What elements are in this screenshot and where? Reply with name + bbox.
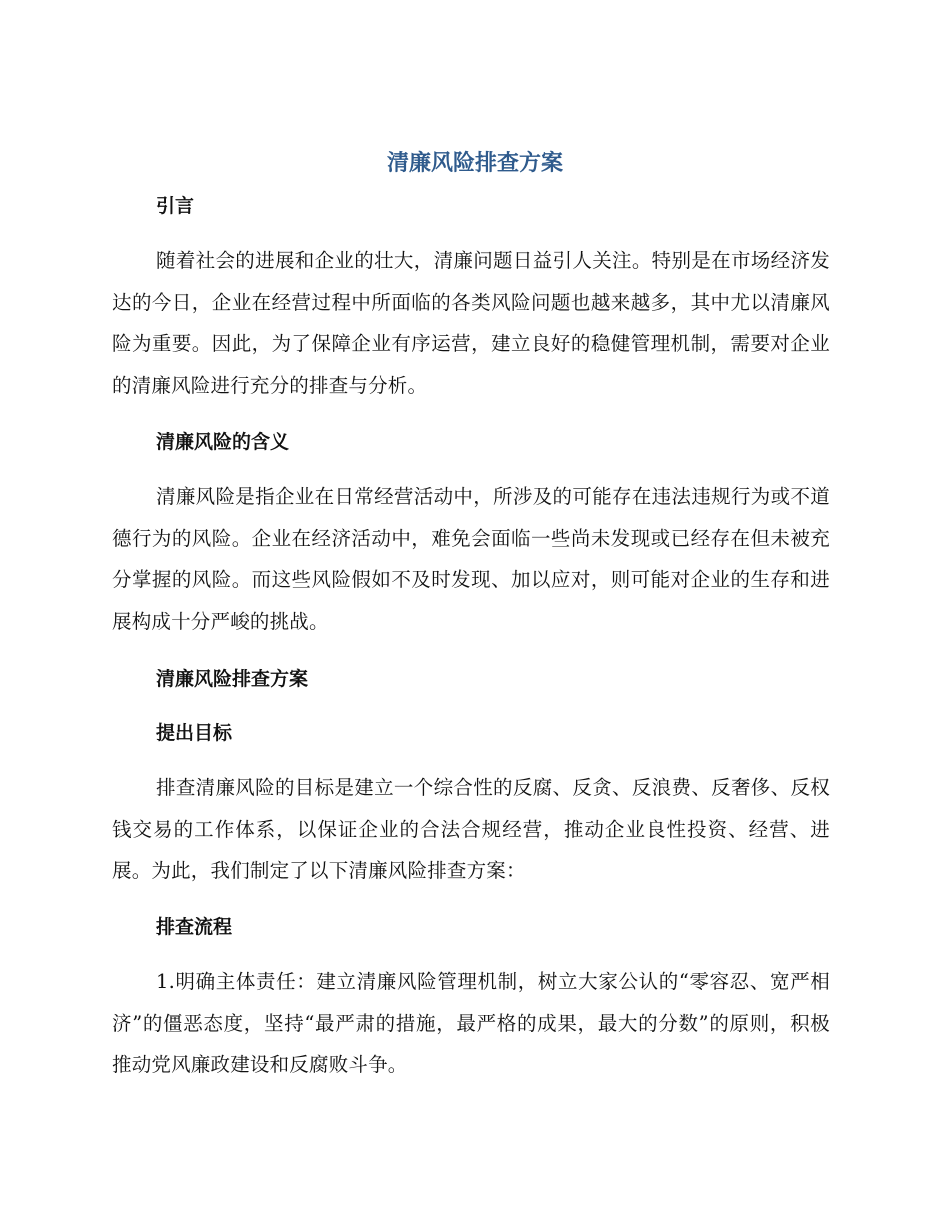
paragraph-introduction: 随着社会的进展和企业的壮大，清廉问题日益引人关注。特别是在市场经济发达的今日，企业在经营过程中所面临的各类风险问题也越来越多，其中尤以清廉风险为重要。因此，为了保障企业有序运营，建立良好的稳健管理机制，需要对企业的清廉风险进行充分的排查与分析。 (112, 249, 830, 397)
section-heading-objective: 提出目标 (156, 722, 233, 744)
section-heading-process: 排查流程 (156, 916, 233, 938)
section-heading-plan: 清廉风险排查方案 (156, 668, 309, 690)
paragraph-objective: 排查清廉风险的目标是建立一个综合性的反腐、反贪、反浪费、反奢侈、反权钱交易的工作体系，以保证企业的合法合规经营，推动企业良性投资、经营、进展。为此，我们制定了以下清廉风险排查方案： (112, 776, 830, 882)
section-heading-introduction: 引言 (156, 195, 195, 217)
paragraph-process-step-1: 1.明确主体责任：建立清廉风险管理机制，树立大家公认的“零容忍、宽严相济”的僵恶态度，坚持“最严肃的措施，最严格的成果，最大的分数”的原则，积极推动党风廉政建设和反腐败斗争。 (112, 970, 830, 1076)
document-title: 清廉风险排查方案 (386, 151, 563, 176)
paragraph-meaning: 清廉风险是指企业在日常经营活动中，所涉及的可能存在违法违规行为或不道德行为的风险。企业在经济活动中，难免会面临一些尚未发现或已经存在但未被充分掌握的风险。而这些风险假如不及时发现、加以应对，则可能对企业的生存和进展构成十分严峻的挑战。 (112, 485, 830, 633)
section-heading-meaning: 清廉风险的含义 (156, 431, 290, 453)
